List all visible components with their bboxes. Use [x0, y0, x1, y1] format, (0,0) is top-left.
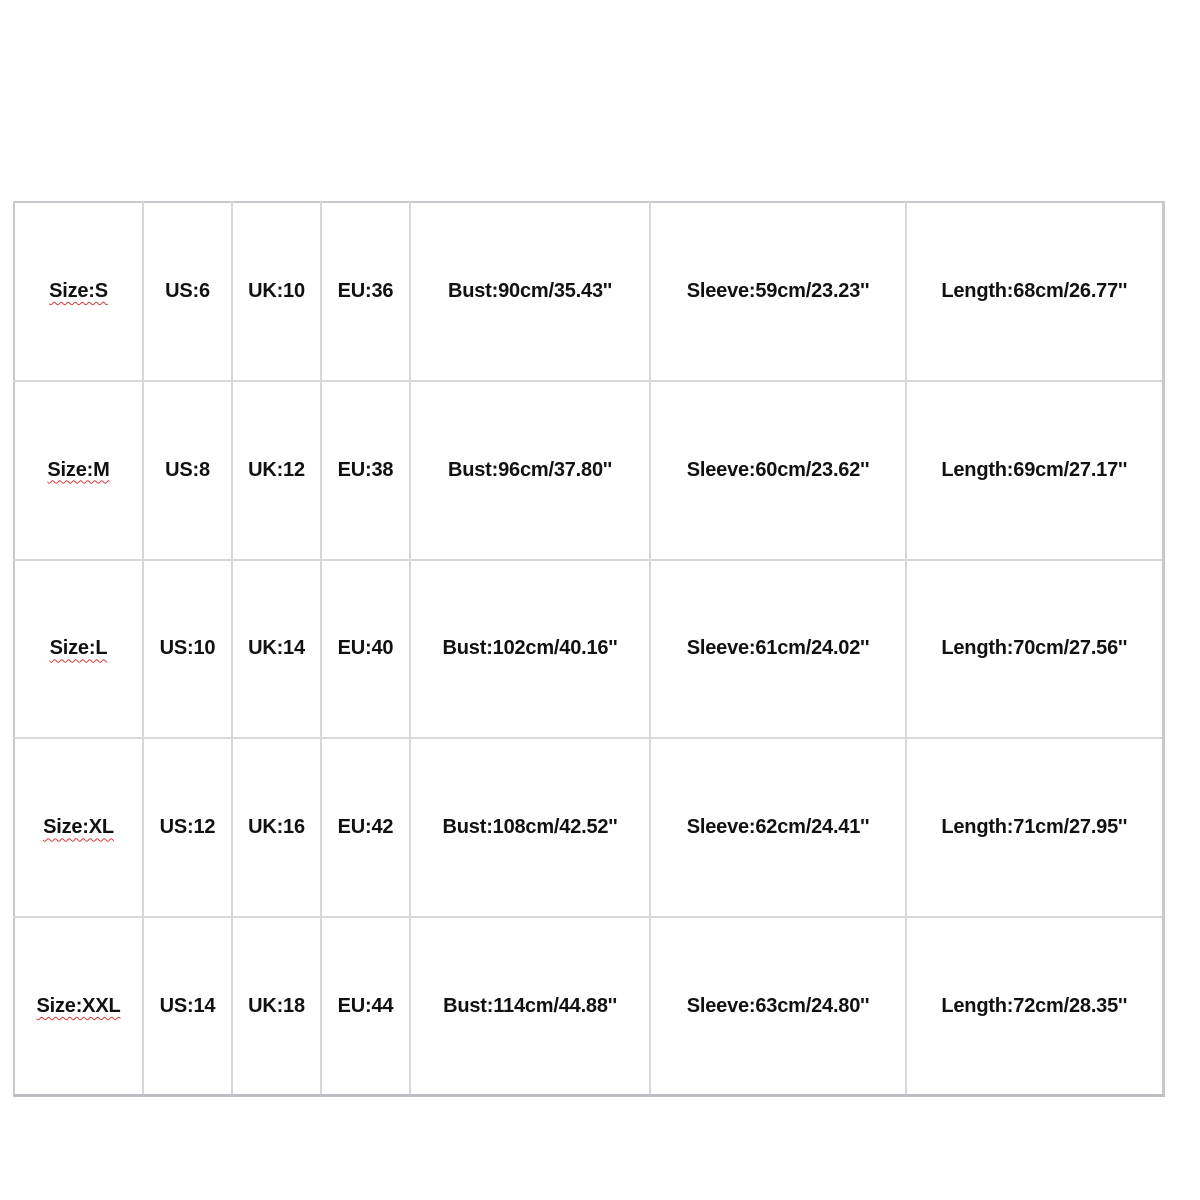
table-row: [14, 560, 1163, 739]
sleeve-cell: Sleeve:61cm/24.02'': [650, 560, 906, 739]
size-cell: [14, 560, 143, 739]
length-cell: Length:69cm/27.17'': [906, 381, 1163, 560]
eu-size-cell: EU:40: [321, 560, 410, 739]
bust-cell: Bust:108cm/42.52'': [410, 738, 650, 917]
eu-size-cell: EU:42: [321, 738, 410, 917]
uk-size-cell: UK:16: [232, 738, 321, 917]
eu-size-cell: EU:36: [321, 202, 410, 381]
length-cell: Length:71cm/27.95'': [906, 738, 1163, 917]
size-label: Size:M: [47, 458, 110, 481]
eu-size-cell: EU:44: [321, 917, 410, 1096]
eu-size-cell: EU:38: [321, 381, 410, 560]
bust-cell: Bust:114cm/44.88'': [410, 917, 650, 1096]
size-label: Size:XXL: [36, 994, 121, 1017]
uk-size-cell: UK:18: [232, 917, 321, 1096]
sleeve-cell: Sleeve:60cm/23.62'': [650, 381, 906, 560]
bust-cell: Bust:102cm/40.16'': [410, 560, 650, 739]
size-cell: [14, 917, 143, 1096]
us-size-cell: US:8: [143, 381, 232, 560]
uk-size-cell: UK:12: [232, 381, 321, 560]
size-chart-table: [13, 201, 1165, 1097]
us-size-cell: US:6: [143, 202, 232, 381]
table-row: [14, 738, 1163, 917]
size-label: Size:S: [49, 279, 108, 302]
sleeve-cell: Sleeve:63cm/24.80'': [650, 917, 906, 1096]
uk-size-cell: UK:10: [232, 202, 321, 381]
size-cell: [14, 738, 143, 917]
us-size-cell: US:14: [143, 917, 232, 1096]
us-size-cell: US:10: [143, 560, 232, 739]
size-cell: [14, 381, 143, 560]
bust-cell: Bust:96cm/37.80'': [410, 381, 650, 560]
table-row: [14, 202, 1163, 381]
sleeve-cell: Sleeve:59cm/23.23'': [650, 202, 906, 381]
sleeve-cell: Sleeve:62cm/24.41'': [650, 738, 906, 917]
length-cell: Length:72cm/28.35'': [906, 917, 1163, 1096]
size-cell: [14, 202, 143, 381]
bust-cell: Bust:90cm/35.43'': [410, 202, 650, 381]
uk-size-cell: UK:14: [232, 560, 321, 739]
table-row: [14, 381, 1163, 560]
length-cell: Length:70cm/27.56'': [906, 560, 1163, 739]
table-row: [14, 917, 1163, 1096]
length-cell: Length:68cm/26.77'': [906, 202, 1163, 381]
size-label: Size:L: [49, 637, 108, 660]
us-size-cell: US:12: [143, 738, 232, 917]
size-label: Size:XL: [43, 816, 114, 839]
